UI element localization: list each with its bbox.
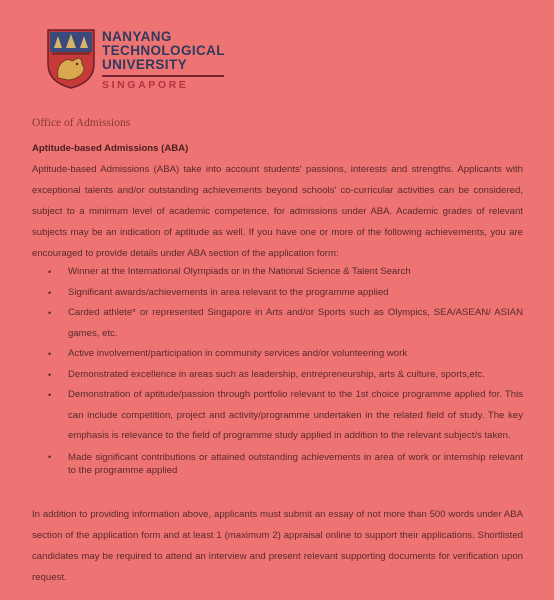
list-item-text: Active involvement/participation in community services and/or volunteering work: [68, 348, 408, 359]
wordmark-divider: [102, 75, 224, 77]
closing-paragraph: In addition to providing information above, applicants must submit an essay of not more than 500 words under ABA section of the application form and at least 1 (maximum 2) appraisal online to support their applications. Shortlisted candidates may be required to attend an interview and present relevant supporting documents for verification upon request.: [32, 509, 523, 583]
ntu-logo: [46, 28, 226, 92]
list-item: [32, 385, 523, 447]
list-item: [32, 447, 523, 479]
list-item: [32, 365, 523, 386]
list-item: [32, 344, 523, 365]
list-item-text: Demonstration of aptitude/passion through portfolio relevant to the 1st choice programme applied for. This can include competition, project and activity/programme undertaken in the related field of study. The key emphasis is relevance to the field of programme study applied in addition to the relevant subject/s taken.: [68, 389, 523, 441]
intro-paragraph: Aptitude-based Admissions (ABA) take into account students' passions, interests and strengths. Applicants with exceptional talents and/or outstanding achievements beyond schools' co-curricular activities can be considered, subject to a minimum level of academic competence, for admissions under ABA. Academic grades of relevant subjects may be an indication of aptitude as well. If you have one or more of the following achievements, you are encouraged to provide details under ABA section of the application form:: [32, 164, 523, 259]
section-title: Aptitude-based Admissions (ABA): [32, 143, 189, 154]
list-item: [32, 283, 523, 304]
university-name-line: NANYANG: [102, 29, 172, 44]
bullet-dot: •: [48, 349, 52, 359]
university-name-line: UNIVERSITY: [102, 57, 188, 72]
list-item-text: Carded athlete* or represented Singapore in Arts and/or Sports such as Olympics, SEA/ASEAN/ ASIAN games, etc.: [68, 307, 523, 339]
list-item: [32, 262, 523, 283]
list-item-text: Significant awards/achievements in area relevant to the programme applied: [68, 286, 389, 298]
ntu-crest-logo: [46, 28, 96, 90]
achievement-list: [32, 262, 523, 479]
university-wordmark: [102, 30, 232, 91]
bullet-dot: •: [48, 390, 52, 400]
office-heading: Office of Admissions: [32, 117, 131, 129]
list-item-text: Made significant contributions or attained outstanding achievements in area of work or internship relevant to the programme applied: [68, 451, 523, 476]
bullet-dot: •: [48, 369, 52, 380]
university-name-line: TECHNOLOGICAL: [102, 43, 225, 58]
list-item-text: Winner at the International Olympiads or in the National Science & Talent Search: [68, 266, 411, 277]
bullet-dot: •: [48, 451, 52, 462]
list-item-text: Demonstrated excellence in areas such as leadership, entrepreneurship, arts & culture, sports,etc.: [68, 368, 486, 380]
bullet-dot: •: [48, 267, 52, 277]
bullet-dot: •: [48, 308, 52, 318]
list-item: [32, 303, 523, 344]
bullet-dot: •: [48, 287, 52, 298]
university-location: SINGAPORE: [102, 79, 189, 91]
